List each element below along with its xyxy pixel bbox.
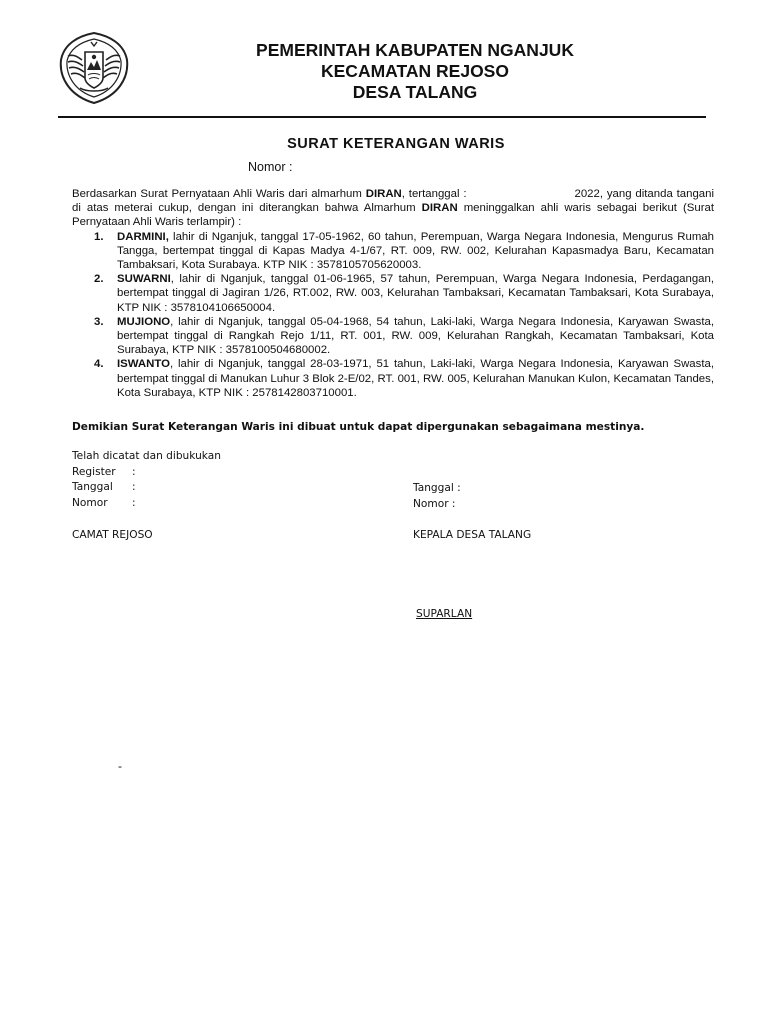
letterhead (160, 40, 670, 103)
heir-item: 3. MUJIONO, lahir di Nganjuk, tanggal 05-04-1968, 54 tahun, Laki-laki, Warga Negara Indonesia, Karyawan Swasta, bertempat tinggal di Rangkah Rejo 1/11, RT. 001, RW. 009, Kelurahan Rangkah, Kecamatan Tambaksari, Kota Surabaya, KTP NIK : 3578100504680002. (94, 315, 714, 357)
deceased-name-repeat: DIRAN (421, 202, 458, 215)
document-title: SURAT KETERANGAN WARIS (287, 136, 505, 152)
footer-dash: - (118, 759, 122, 773)
regency-emblem-icon (58, 30, 130, 106)
registration-block-village (413, 481, 461, 512)
registration-heading: Telah dicatat dan dibukukan (72, 450, 221, 462)
heir-name: SUWARNI (117, 273, 171, 286)
signatory-village-head-name: SUPARLAN (416, 608, 473, 620)
number-label: Nomor (72, 496, 108, 509)
heir-name: MUJIONO (117, 315, 171, 328)
heir-name: ISWANTO (117, 358, 170, 371)
village-date-label: Tanggal : (413, 482, 461, 494)
date-label: Tanggal (72, 481, 113, 494)
intro-paragraph: Berdasarkan Surat Pernyataan Ahli Waris dari almarhum DIRAN, tertanggal : 2022, yang ditanda tangani di atas meterai cukup, dengan ini diterangkan bahwa Almarhum DIRAN meninggalkan ahli waris sebagai berikut (Surat Pernyataan Ahli Waris terlampir) : (72, 188, 714, 229)
letterhead-district: KECAMATAN REJOSO (321, 61, 509, 81)
registration-block-camat: Telah dicatat dan dibukukan Register : Tanggal : Nomor : (72, 449, 221, 511)
letterhead-government: PEMERINTAH KABUPATEN NGANJUK (256, 40, 574, 60)
heirs-list (72, 230, 714, 400)
heir-item: 2. SUWARNI, lahir di Nganjuk, tanggal 01-06-1965, 57 tahun, Perempuan, Warga Negara Indonesia, Perdagangan, bertempat tinggal di Jagiran 1/26, RT.002, RW. 003, Kelurahan Tambaksari, Kecamatan Tambaksari, Kota Surabaya, KTP NIK : 3578104106650004. (94, 273, 714, 314)
document-number-label: Nomor : (248, 160, 293, 174)
signatory-camat-title: CAMAT REJOSO (72, 529, 153, 541)
signatory-village-head-title: KEPALA DESA TALANG (413, 529, 532, 541)
heir-item: 4. ISWANTO, lahir di Nganjuk, tanggal 28-03-1971, 51 tahun, Laki-laki, Warga Negara Indonesia, Karyawan Swasta, bertempat tinggal di Manukan Luhur 3 Blok 2-E/02, RT. 001, RW. 005, Kelurahan Manukan Kulon, Kecamatan Tandes, Kota Surabaya, KTP NIK : 2578142803710001. (94, 358, 714, 399)
heir-name: DARMINI, (117, 230, 169, 243)
village-number-label: Nomor : (413, 497, 456, 510)
deceased-name: DIRAN (365, 188, 402, 200)
letterhead-rule (58, 116, 706, 118)
heir-item: 1. DARMINI, lahir di Nganjuk, tanggal 17-05-1962, 60 tahun, Perempuan, Warga Negara Indonesia, Mengurus Rumah Tangga, bertempat tinggal di Kapas Madya 4-1/67, RT. 009, RW. 002, Kelurahan Kapasmadya Baru, Kecamatan Tambaksari, Kota Surabaya. KTP NIK : 3578105705620003. (94, 230, 714, 272)
letterhead-village: DESA TALANG (352, 82, 478, 102)
closing-statement: Demikian Surat Keterangan Waris ini dibuat untuk dapat dipergunakan sebagaimana mestinya. (72, 421, 645, 433)
register-label: Register (72, 465, 116, 478)
letter-body (72, 187, 714, 400)
